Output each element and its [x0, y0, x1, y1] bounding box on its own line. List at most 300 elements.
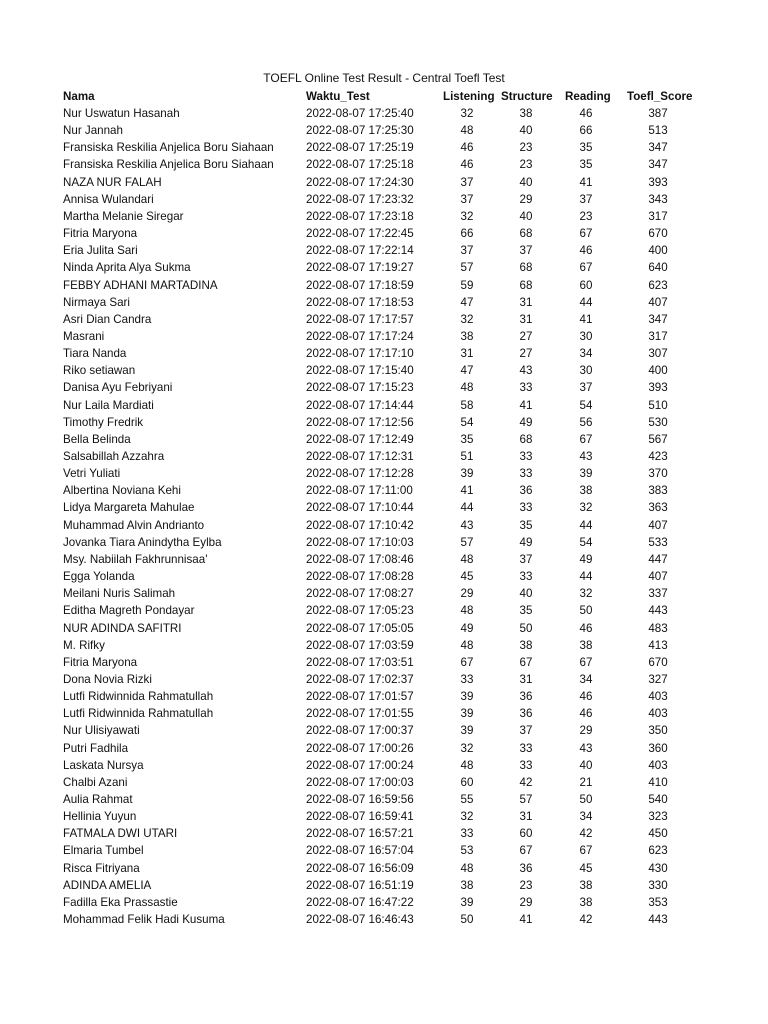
cell-waktu-test: 2022-08-07 17:18:59 [306, 278, 414, 292]
table-row [0, 259, 768, 276]
cell-toefl-score: 510 [648, 398, 668, 412]
cell-nama: Muhammad Alvin Andrianto [63, 518, 205, 532]
cell-reading: 29 [579, 724, 593, 738]
cell-waktu-test: 2022-08-07 17:18:53 [306, 295, 414, 309]
cell-toefl-score: 323 [648, 810, 668, 824]
cell-toefl-score: 450 [648, 827, 668, 841]
cell-reading: 46 [579, 690, 593, 704]
cell-toefl-score: 410 [648, 775, 668, 789]
cell-waktu-test: 2022-08-07 17:08:27 [306, 587, 414, 601]
cell-toefl-score: 317 [648, 329, 668, 343]
cell-waktu-test: 2022-08-07 17:00:26 [306, 741, 414, 755]
cell-reading: 67 [579, 432, 593, 446]
table-row [0, 448, 768, 465]
table-row [0, 722, 768, 739]
table-row [0, 397, 768, 414]
cell-reading: 67 [579, 227, 593, 240]
cell-toefl-score: 670 [648, 227, 668, 240]
cell-listening: 48 [460, 604, 474, 618]
table-row [0, 482, 768, 499]
cell-nama: Fransiska Reskilia Anjelica Boru Siahaan [63, 141, 274, 155]
cell-reading: 40 [579, 758, 593, 772]
cell-structure: 67 [519, 844, 533, 858]
cell-toefl-score: 347 [648, 141, 668, 155]
cell-listening: 39 [460, 690, 474, 704]
cell-nama: Editha Magreth Pondayar [63, 604, 195, 618]
cell-structure: 49 [519, 535, 533, 549]
cell-reading: 30 [579, 329, 593, 343]
table-row [0, 225, 768, 242]
cell-waktu-test: 2022-08-07 17:10:42 [306, 518, 414, 532]
cell-structure: 31 [519, 312, 533, 326]
cell-structure: 37 [519, 244, 533, 258]
cell-listening: 38 [460, 878, 474, 892]
cell-listening: 32 [460, 810, 474, 824]
cell-reading: 38 [579, 484, 593, 498]
cell-waktu-test: 2022-08-07 17:12:28 [306, 467, 414, 481]
cell-structure: 33 [519, 501, 533, 515]
cell-nama: Annisa Wulandari [63, 192, 154, 206]
cell-toefl-score: 407 [648, 295, 668, 309]
cell-structure: 33 [519, 381, 533, 395]
cell-toefl-score: 403 [648, 690, 668, 704]
cell-structure: 68 [519, 278, 533, 292]
cell-structure: 40 [519, 175, 533, 189]
cell-nama: Albertina Noviana Kehi [63, 484, 181, 498]
cell-listening: 57 [460, 261, 474, 275]
cell-nama: Danisa Ayu Febriyani [63, 381, 173, 395]
cell-structure: 67 [519, 655, 533, 669]
table-row [0, 877, 768, 894]
cell-structure: 35 [519, 604, 533, 618]
cell-toefl-score: 327 [648, 672, 668, 686]
cell-structure: 33 [519, 450, 533, 463]
cell-reading: 37 [579, 381, 593, 395]
cell-waktu-test: 2022-08-07 17:00:24 [306, 758, 414, 772]
table-row [0, 174, 768, 191]
cell-listening: 41 [460, 484, 474, 498]
cell-toefl-score: 407 [648, 570, 668, 583]
cell-toefl-score: 447 [648, 552, 668, 566]
table-row [0, 740, 768, 757]
table-row [0, 431, 768, 448]
column-header-listening: Listening [443, 90, 495, 103]
cell-nama: M. Rifky [63, 638, 105, 652]
table-row [0, 191, 768, 208]
cell-reading: 56 [579, 415, 593, 429]
cell-waktu-test: 2022-08-07 17:14:44 [306, 398, 414, 412]
cell-toefl-score: 640 [648, 261, 668, 275]
table-row [0, 105, 768, 122]
table-row [0, 345, 768, 362]
cell-listening: 39 [460, 707, 474, 721]
cell-listening: 48 [460, 552, 474, 566]
cell-structure: 50 [519, 621, 533, 635]
cell-waktu-test: 2022-08-07 17:25:18 [306, 158, 414, 172]
cell-listening: 54 [460, 415, 474, 429]
cell-waktu-test: 2022-08-07 17:05:05 [306, 621, 414, 635]
cell-structure: 68 [519, 227, 533, 240]
table-row [0, 585, 768, 602]
cell-nama: Risca Fitriyana [63, 861, 140, 875]
cell-listening: 45 [460, 570, 474, 583]
table-row [0, 825, 768, 842]
cell-structure: 31 [519, 672, 533, 686]
cell-toefl-score: 483 [648, 621, 668, 635]
cell-toefl-score: 317 [648, 209, 668, 223]
cell-waktu-test: 2022-08-07 17:03:51 [306, 655, 414, 669]
cell-waktu-test: 2022-08-07 16:47:22 [306, 895, 414, 909]
table-row [0, 139, 768, 156]
cell-waktu-test: 2022-08-07 16:57:21 [306, 827, 414, 841]
cell-listening: 39 [460, 895, 474, 909]
cell-structure: 38 [519, 107, 533, 120]
cell-nama: Laskata Nursya [63, 758, 144, 772]
cell-nama: Masrani [63, 329, 105, 343]
cell-reading: 35 [579, 141, 593, 155]
cell-nama: Lidya Margareta Mahulae [63, 501, 195, 515]
table-row [0, 311, 768, 328]
cell-listening: 37 [460, 244, 474, 258]
cell-waktu-test: 2022-08-07 17:12:56 [306, 415, 414, 429]
cell-waktu-test: 2022-08-07 17:03:59 [306, 638, 414, 652]
column-header-nama: Nama [63, 90, 95, 103]
cell-structure: 31 [519, 295, 533, 309]
cell-nama: Ninda Aprita Alya Sukma [63, 261, 191, 275]
cell-toefl-score: 400 [648, 364, 668, 378]
cell-nama: Aulia Rahmat [63, 793, 133, 806]
cell-listening: 32 [460, 312, 474, 326]
cell-waktu-test: 2022-08-07 17:22:45 [306, 227, 414, 240]
cell-listening: 39 [460, 724, 474, 738]
cell-waktu-test: 2022-08-07 17:10:03 [306, 535, 414, 549]
table-row [0, 277, 768, 294]
cell-nama: Elmaria Tumbel [63, 844, 144, 858]
cell-waktu-test: 2022-08-07 17:12:49 [306, 432, 414, 446]
cell-reading: 43 [579, 741, 593, 755]
cell-listening: 66 [460, 227, 474, 240]
cell-toefl-score: 670 [648, 655, 668, 669]
cell-structure: 27 [519, 329, 533, 343]
table-row [0, 517, 768, 534]
cell-nama: Nur Uswatun Hasanah [63, 107, 180, 120]
cell-reading: 50 [579, 604, 593, 618]
cell-nama: Salsabillah Azzahra [63, 450, 165, 463]
cell-waktu-test: 2022-08-07 17:01:57 [306, 690, 414, 704]
cell-reading: 39 [579, 467, 593, 481]
cell-listening: 51 [460, 450, 474, 463]
cell-structure: 40 [519, 209, 533, 223]
cell-toefl-score: 623 [648, 278, 668, 292]
cell-reading: 38 [579, 638, 593, 652]
cell-reading: 32 [579, 587, 593, 601]
cell-nama: Fransiska Reskilia Anjelica Boru Siahaan [63, 158, 274, 172]
cell-structure: 37 [519, 552, 533, 566]
cell-reading: 37 [579, 192, 593, 206]
table-row [0, 671, 768, 688]
cell-nama: Nur Laila Mardiati [63, 398, 154, 412]
cell-nama: Egga Yolanda [63, 570, 135, 583]
cell-waktu-test: 2022-08-07 17:12:31 [306, 450, 414, 463]
cell-reading: 67 [579, 844, 593, 858]
cell-waktu-test: 2022-08-07 17:15:23 [306, 381, 414, 395]
cell-nama: Lutfi Ridwinnida Rahmatullah [63, 707, 214, 721]
cell-reading: 41 [579, 175, 593, 189]
cell-structure: 49 [519, 415, 533, 429]
cell-toefl-score: 567 [648, 432, 668, 446]
cell-waktu-test: 2022-08-07 17:25:40 [306, 107, 414, 120]
cell-listening: 46 [460, 141, 474, 155]
cell-listening: 47 [460, 295, 474, 309]
cell-toefl-score: 443 [648, 604, 668, 618]
cell-structure: 37 [519, 724, 533, 738]
cell-waktu-test: 2022-08-07 17:11:00 [306, 484, 413, 498]
cell-reading: 32 [579, 501, 593, 515]
cell-waktu-test: 2022-08-07 16:57:04 [306, 844, 414, 858]
cell-toefl-score: 423 [648, 450, 668, 463]
cell-listening: 49 [460, 621, 474, 635]
cell-reading: 54 [579, 535, 593, 549]
cell-listening: 32 [460, 741, 474, 755]
cell-structure: 35 [519, 518, 533, 532]
cell-waktu-test: 2022-08-07 17:17:24 [306, 329, 414, 343]
cell-reading: 21 [579, 775, 593, 789]
cell-reading: 67 [579, 261, 593, 275]
table-row [0, 242, 768, 259]
cell-toefl-score: 403 [648, 758, 668, 772]
cell-listening: 48 [460, 381, 474, 395]
cell-listening: 46 [460, 158, 474, 172]
cell-structure: 23 [519, 141, 533, 155]
table-row [0, 620, 768, 637]
table-row [0, 808, 768, 825]
table-row [0, 465, 768, 482]
cell-reading: 38 [579, 895, 593, 909]
cell-structure: 33 [519, 741, 533, 755]
table-row [0, 379, 768, 396]
cell-nama: Mohammad Felik Hadi Kusuma [63, 913, 225, 926]
cell-nama: Lutfi Ridwinnida Rahmatullah [63, 690, 214, 704]
cell-reading: 46 [579, 107, 593, 120]
table-row [0, 328, 768, 345]
cell-listening: 48 [460, 758, 474, 772]
cell-structure: 27 [519, 347, 533, 361]
cell-toefl-score: 347 [648, 312, 668, 326]
table-row [0, 637, 768, 654]
cell-structure: 33 [519, 570, 533, 583]
cell-reading: 46 [579, 621, 593, 635]
cell-reading: 67 [579, 655, 593, 669]
cell-toefl-score: 353 [648, 895, 668, 909]
cell-reading: 23 [579, 209, 593, 223]
cell-structure: 41 [519, 398, 533, 412]
cell-waktu-test: 2022-08-07 17:24:30 [306, 175, 414, 189]
cell-reading: 42 [579, 913, 593, 926]
cell-listening: 67 [460, 655, 474, 669]
column-header-toefl-score: Toefl_Score [627, 90, 693, 103]
cell-structure: 68 [519, 432, 533, 446]
cell-nama: Chalbi Azani [63, 775, 128, 789]
cell-nama: Timothy Fredrik [63, 415, 144, 429]
cell-structure: 36 [519, 484, 533, 498]
cell-reading: 34 [579, 810, 593, 824]
cell-reading: 35 [579, 158, 593, 172]
cell-waktu-test: 2022-08-07 17:17:10 [306, 347, 414, 361]
cell-structure: 68 [519, 261, 533, 275]
cell-toefl-score: 360 [648, 741, 668, 755]
cell-listening: 50 [460, 913, 474, 926]
cell-waktu-test: 2022-08-07 17:19:27 [306, 261, 414, 275]
cell-nama: FATMALA DWI UTARI [63, 827, 178, 841]
cell-toefl-score: 393 [648, 381, 668, 395]
cell-waktu-test: 2022-08-07 17:22:14 [306, 244, 414, 258]
cell-waktu-test: 2022-08-07 17:01:55 [306, 707, 414, 721]
cell-structure: 23 [519, 878, 533, 892]
table-row [0, 654, 768, 671]
cell-reading: 41 [579, 312, 593, 326]
table-row [0, 534, 768, 551]
cell-listening: 57 [460, 535, 474, 549]
cell-waktu-test: 2022-08-07 16:46:43 [306, 913, 414, 926]
cell-reading: 54 [579, 398, 593, 412]
cell-nama: Nirmaya Sari [63, 295, 130, 309]
cell-nama: Martha Melanie Siregar [63, 209, 184, 223]
table-row [0, 774, 768, 791]
cell-nama: Eria Julita Sari [63, 244, 138, 258]
cell-waktu-test: 2022-08-07 17:00:03 [306, 775, 414, 789]
cell-nama: Vetri Yuliati [63, 467, 121, 481]
cell-structure: 42 [519, 775, 533, 789]
cell-nama: FEBBY ADHANI MARTADINA [63, 278, 218, 292]
cell-waktu-test: 2022-08-07 17:23:18 [306, 209, 414, 223]
cell-toefl-score: 343 [648, 192, 668, 206]
cell-structure: 40 [519, 124, 533, 138]
cell-reading: 50 [579, 793, 593, 806]
column-header-reading: Reading [565, 90, 611, 103]
cell-nama: NUR ADINDA SAFITRI [63, 621, 182, 635]
cell-waktu-test: 2022-08-07 16:51:19 [306, 878, 414, 892]
cell-nama: ADINDA AMELIA [63, 878, 152, 892]
cell-waktu-test: 2022-08-07 17:08:46 [306, 552, 414, 566]
cell-structure: 40 [519, 587, 533, 601]
cell-nama: Riko setiawan [63, 364, 136, 378]
table-row [0, 208, 768, 225]
cell-nama: NAZA NUR FALAH [63, 175, 162, 189]
cell-structure: 33 [519, 758, 533, 772]
table-row [0, 911, 768, 928]
cell-toefl-score: 533 [648, 535, 668, 549]
table-row [0, 757, 768, 774]
cell-waktu-test: 2022-08-07 17:10:44 [306, 501, 414, 515]
table-row [0, 791, 768, 808]
cell-toefl-score: 363 [648, 501, 668, 515]
cell-reading: 44 [579, 570, 593, 583]
cell-waktu-test: 2022-08-07 17:23:32 [306, 192, 414, 206]
cell-nama: Dona Novia Rizki [63, 672, 152, 686]
cell-waktu-test: 2022-08-07 16:59:56 [306, 793, 414, 806]
table-row [0, 860, 768, 877]
cell-toefl-score: 400 [648, 244, 668, 258]
cell-toefl-score: 370 [648, 467, 668, 481]
cell-listening: 48 [460, 861, 474, 875]
table-header-row [0, 88, 768, 105]
cell-nama: Fadilla Eka Prassastie [63, 895, 178, 909]
column-header-structure: Structure [501, 90, 553, 103]
table-row [0, 414, 768, 431]
cell-structure: 60 [519, 827, 533, 841]
table-row [0, 842, 768, 859]
cell-reading: 45 [579, 861, 593, 875]
cell-reading: 38 [579, 878, 593, 892]
cell-toefl-score: 347 [648, 158, 668, 172]
table-row [0, 705, 768, 722]
cell-toefl-score: 383 [648, 484, 668, 498]
table-row [0, 602, 768, 619]
cell-reading: 43 [579, 450, 593, 463]
cell-listening: 32 [460, 107, 474, 120]
cell-structure: 23 [519, 158, 533, 172]
cell-listening: 39 [460, 467, 474, 481]
table-row [0, 156, 768, 173]
cell-structure: 41 [519, 913, 533, 926]
cell-listening: 32 [460, 209, 474, 223]
cell-reading: 46 [579, 707, 593, 721]
cell-toefl-score: 403 [648, 707, 668, 721]
cell-nama: Fitria Maryona [63, 227, 138, 240]
table-row [0, 551, 768, 568]
cell-listening: 47 [460, 364, 474, 378]
cell-reading: 34 [579, 672, 593, 686]
cell-toefl-score: 337 [648, 587, 668, 601]
cell-nama: Fitria Maryona [63, 655, 138, 669]
cell-nama: Asri Dian Candra [63, 312, 152, 326]
cell-structure: 36 [519, 707, 533, 721]
table-row [0, 294, 768, 311]
cell-listening: 58 [460, 398, 474, 412]
cell-reading: 60 [579, 278, 593, 292]
cell-listening: 59 [460, 278, 474, 292]
cell-structure: 36 [519, 690, 533, 704]
cell-waktu-test: 2022-08-07 16:56:09 [306, 861, 414, 875]
cell-toefl-score: 430 [648, 861, 668, 875]
cell-nama: Tiara Nanda [63, 347, 127, 361]
cell-listening: 43 [460, 518, 474, 532]
table-row [0, 568, 768, 585]
cell-reading: 66 [579, 124, 593, 138]
cell-toefl-score: 393 [648, 175, 668, 189]
cell-reading: 30 [579, 364, 593, 378]
cell-listening: 33 [460, 827, 474, 841]
cell-listening: 35 [460, 432, 474, 446]
cell-structure: 36 [519, 861, 533, 875]
cell-listening: 33 [460, 672, 474, 686]
cell-listening: 37 [460, 192, 474, 206]
cell-toefl-score: 513 [648, 124, 668, 138]
cell-reading: 46 [579, 244, 593, 258]
cell-toefl-score: 623 [648, 844, 668, 858]
cell-nama: Meilani Nuris Salimah [63, 587, 176, 601]
cell-nama: Bella Belinda [63, 432, 131, 446]
cell-reading: 44 [579, 518, 593, 532]
cell-structure: 31 [519, 810, 533, 824]
cell-listening: 48 [460, 638, 474, 652]
cell-listening: 60 [460, 775, 474, 789]
table-row [0, 499, 768, 516]
cell-structure: 29 [519, 895, 533, 909]
cell-toefl-score: 540 [648, 793, 668, 806]
cell-listening: 53 [460, 844, 474, 858]
cell-listening: 48 [460, 124, 474, 138]
